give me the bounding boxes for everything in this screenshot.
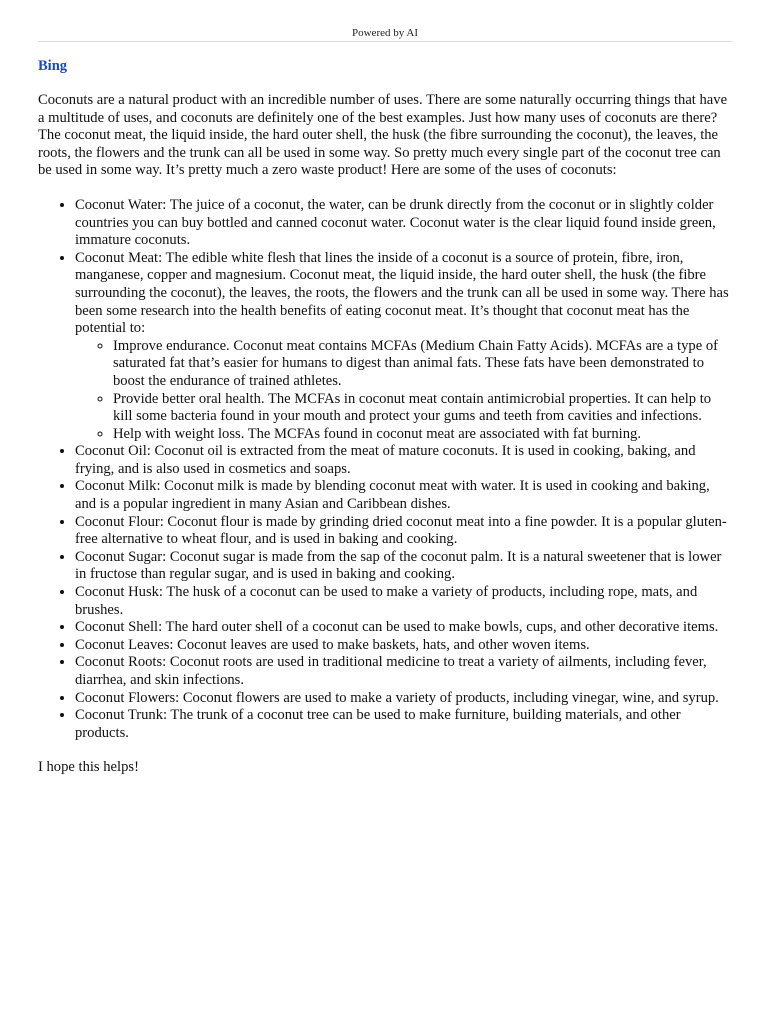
list-item-flowers: • Coconut Flowers: Coconut flowers are used to make a variety of products, including vinegar, wine, and syrup.: [75, 690, 734, 708]
list-item-meat: [75, 250, 734, 444]
list-item-water: • Coconut Water: The juice of a coconut, the water, can be drunk directly from the coconut or in slightly colder countries you can buy bottled and canned coconut water. Coconut water is the clear liquid found inside green, immature coconuts.: [75, 197, 734, 250]
intro-paragraph: Coconuts are a natural product with an incredible number of uses. There are some naturally occurring things that have a multitude of uses, and coconuts are definitely one of the best examples. Just how many uses of coconuts are there? The coconut meat, the liquid inside, the hard outer shell, the husk (the fibre surrounding the coconut), the leaves, the roots, the flowers and the trunk can all be used in some way. So pretty much every single part of the coconut tree can be used in some way. It’s pretty much a zero waste product! Here are some of the uses of coconuts:: [38, 92, 728, 179]
list-item-meat-text: Coconut Meat: The edible white flesh that lines the inside of a coconut is a source of protein, fibre, iron, manganese, copper and magnesium. Coconut meat, the liquid inside, the hard outer shell, the husk (the fibre surrounding the coconut), the leaves, the roots, the flowers and the trunk can all be used in some way. There has been some research into the health benefits of eating coconut meat. It’s thought that coconut meat has the potential to:: [75, 249, 729, 337]
coconut-uses-list: [38, 197, 734, 742]
list-item-sugar: • Coconut Sugar: Coconut sugar is made from the sap of the coconut palm. It is a natural sweetener that is lower in fructose than regular sugar, and is used in baking and cooking.: [75, 549, 734, 584]
list-item-oil: • Coconut Oil: Coconut oil is extracted from the meat of mature coconuts. It is used in cooking, baking, and frying, and is also used in cosmetics and soaps.: [75, 443, 734, 478]
list-item-shell: • Coconut Shell: The hard outer shell of a coconut can be used to make bowls, cups, and other decorative items.: [75, 619, 734, 637]
powered-by-text: Powered by AI: [352, 27, 418, 39]
brand-title: Bing: [38, 58, 68, 74]
benefit-weight-loss: ◦ Help with weight loss. The MCFAs found in coconut meat are associated with fat burning.: [113, 426, 734, 444]
meat-benefits-list: [75, 338, 734, 444]
benefit-endurance: ◦ Improve endurance. Coconut meat contains MCFAs (Medium Chain Fatty Acids). MCFAs are a type of saturated fat that’s easier for humans to digest than animal fats. These fats have been demonstrated to boost the endurance of trained athletes.: [113, 338, 734, 391]
list-item-milk: • Coconut Milk: Coconut milk is made by blending coconut meat with water. It is used in cooking and baking, and is a popular ingredient in many Asian and Caribbean dishes.: [75, 478, 734, 513]
closing-paragraph: I hope this helps!: [38, 759, 139, 776]
list-item-husk: • Coconut Husk: The husk of a coconut can be used to make a variety of products, including rope, mats, and brushes.: [75, 584, 734, 619]
powered-by-header: [38, 26, 732, 42]
list-item-trunk: • Coconut Trunk: The trunk of a coconut tree can be used to make furniture, building materials, and other products.: [75, 707, 734, 742]
list-item-flour: • Coconut Flour: Coconut flour is made by grinding dried coconut meat into a fine powder. It is a popular gluten-free alternative to wheat flour, and is used in baking and cooking.: [75, 514, 734, 549]
list-item-leaves: • Coconut Leaves: Coconut leaves are used to make baskets, hats, and other woven items.: [75, 637, 734, 655]
answer-content: [38, 92, 734, 777]
list-item-roots: • Coconut Roots: Coconut roots are used in traditional medicine to treat a variety of ailments, including fever, diarrhea, and skin infections.: [75, 654, 734, 689]
benefit-oral-health: ◦ Provide better oral health. The MCFAs in coconut meat contain antimicrobial properties. It can help to kill some bacteria found in your mouth and protect your gums and teeth from cavities and infections.: [113, 391, 734, 426]
